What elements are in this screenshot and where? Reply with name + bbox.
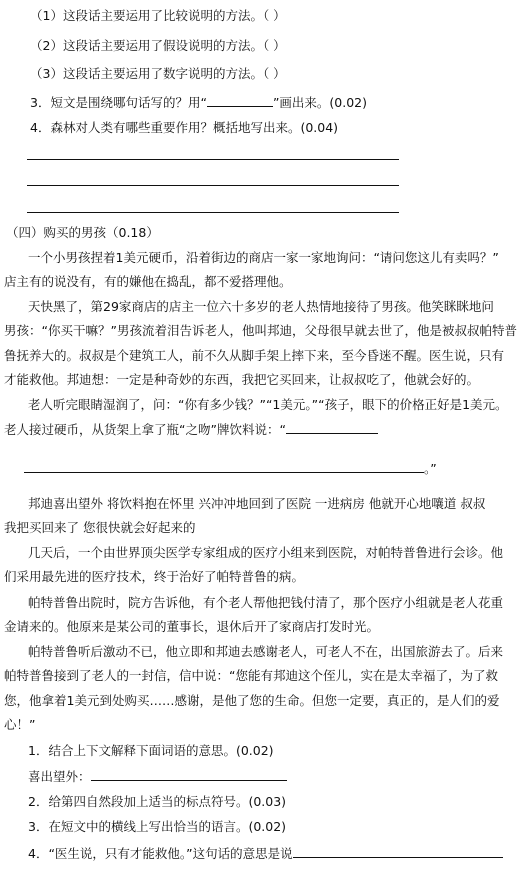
answer-blank[interactable] — [293, 845, 503, 858]
answer-line-3[interactable] — [27, 212, 399, 213]
question-4-text: 4．“医生说，只有才能救他。”这句话的意思是说 — [28, 846, 293, 861]
section-title: （四）购买的男孩（0.18） — [6, 225, 159, 240]
paragraph-7-line-2: 帕特普鲁接到了老人的一封信，信中说：“您能有邦迪这个侄儿，实在是太幸福了，为了救 — [4, 668, 498, 683]
paragraph-1-line-2: 店主有的说没有，有的嫌他在捣乱，都不爱搭理他。 — [4, 274, 292, 289]
question-2: 2．给第四自然段加上适当的标点符号。(0.03) — [28, 794, 287, 809]
paragraph-7-line-3: 您，他拿着1美元到处购买……感谢，是他了您的生命。但您一定要，真正的，是人们的爱 — [4, 693, 500, 708]
paragraph-3-line-1: 老人听完眼睛湿润了，问：“你有多少钱？”“1美元。”“孩子，眼下的价格正好是1美元。 — [28, 397, 508, 412]
paragraph-2-line-4: 才能救他。邦迪想：一定是种奇妙的东西，我把它买回来，让叔叔吃了，他就会好的。 — [4, 372, 480, 387]
prev-question-4: 4．森林对人类有哪些重要作用？概括地写出来。(0.04) — [30, 120, 339, 135]
paragraph-2-line-2: 男孩：“你买干嘛？”男孩流着泪告诉老人，他叫邦迪，父母很早就去世了，他是被叔叔帕特普 — [4, 323, 517, 338]
answer-blank[interactable] — [91, 768, 287, 781]
judge-item-3: （3）这段话主要运用了数字说明的方法。（ ） — [30, 66, 286, 81]
question-3: 3．在短文中的横线上写出恰当的语言。(0.02) — [28, 819, 287, 834]
answer-blank[interactable] — [207, 94, 273, 107]
paragraph-6-line-2: 金请来的。他原来是某公司的董事长，退休后开了家商店打发时光。 — [4, 619, 380, 634]
question-4 — [28, 845, 503, 862]
answer-line-1[interactable] — [27, 159, 399, 160]
paragraph-6-line-1: 帕特普鲁出院时，院方告诉他，有个老人帮他把钱付清了，那个医疗小组就是老人花重 — [28, 595, 504, 610]
prev-question-3-post: ”画出来。(0.02) — [272, 95, 367, 110]
answer-blank[interactable] — [286, 421, 378, 434]
question-1-term — [28, 768, 287, 785]
paragraph-4-line-2: 我把买回来了 您很快就会好起来的 — [4, 520, 196, 535]
question-1-term-label: 喜出望外： — [28, 769, 91, 784]
paragraph-7-line-1: 帕特普鲁听后激动不已，他立即和邦迪去感谢老人，可老人不在，出国旅游去了。后来 — [28, 644, 504, 659]
paragraph-2-line-3: 鲁抚养大的。叔叔是个建筑工人，前不久从脚手架上摔下来，至今昏迷不醒。医生说，只有 — [4, 348, 505, 363]
paragraph-3-line-3 — [24, 460, 437, 477]
paragraph-1-line-1: 一个小男孩捏着1美元硬币，沿着街边的商店一家一家地询问：“请问您这儿有卖吗？” — [28, 250, 499, 265]
paragraph-5-line-1: 几天后，一个由世界顶尖医学专家组成的医疗小组来到医院，对帕特普鲁进行会诊。他 — [28, 545, 504, 560]
paragraph-4-line-1: 邦迪喜出望外 将饮料抱在怀里 兴冲冲地回到了医院 一进病房 他就开心地嚷道 叔叔 — [28, 496, 486, 511]
paragraph-3-line-2-text: 老人接过硬币，从货架上拿了瓶“之吻”牌饮料说：“ — [4, 422, 286, 437]
paragraph-3-line-3-end: 。” — [424, 461, 437, 476]
prev-question-3 — [30, 94, 367, 111]
answer-line-2[interactable] — [27, 185, 399, 186]
paragraph-2-line-1: 天快黑了，第29家商店的店主一位六十多岁的老人热情地接待了男孩。他笑眯眯地问 — [28, 299, 494, 314]
prev-question-3-pre: 3．短文是围绕哪句话写的？用“ — [30, 95, 207, 110]
question-1: 1．结合上下文解释下面词语的意思。(0.02) — [28, 743, 274, 758]
paragraph-7-line-4: 心！” — [4, 717, 36, 732]
paragraph-5-line-2: 们采用最先进的医疗技术，终于治好了帕特普鲁的病。 — [4, 569, 305, 584]
answer-blank[interactable] — [24, 460, 424, 473]
judge-item-2: （2）这段话主要运用了假设说明的方法。（ ） — [30, 38, 286, 53]
paragraph-3-line-2 — [4, 421, 378, 438]
judge-item-1: （1）这段话主要运用了比较说明的方法。（ ） — [30, 8, 286, 23]
